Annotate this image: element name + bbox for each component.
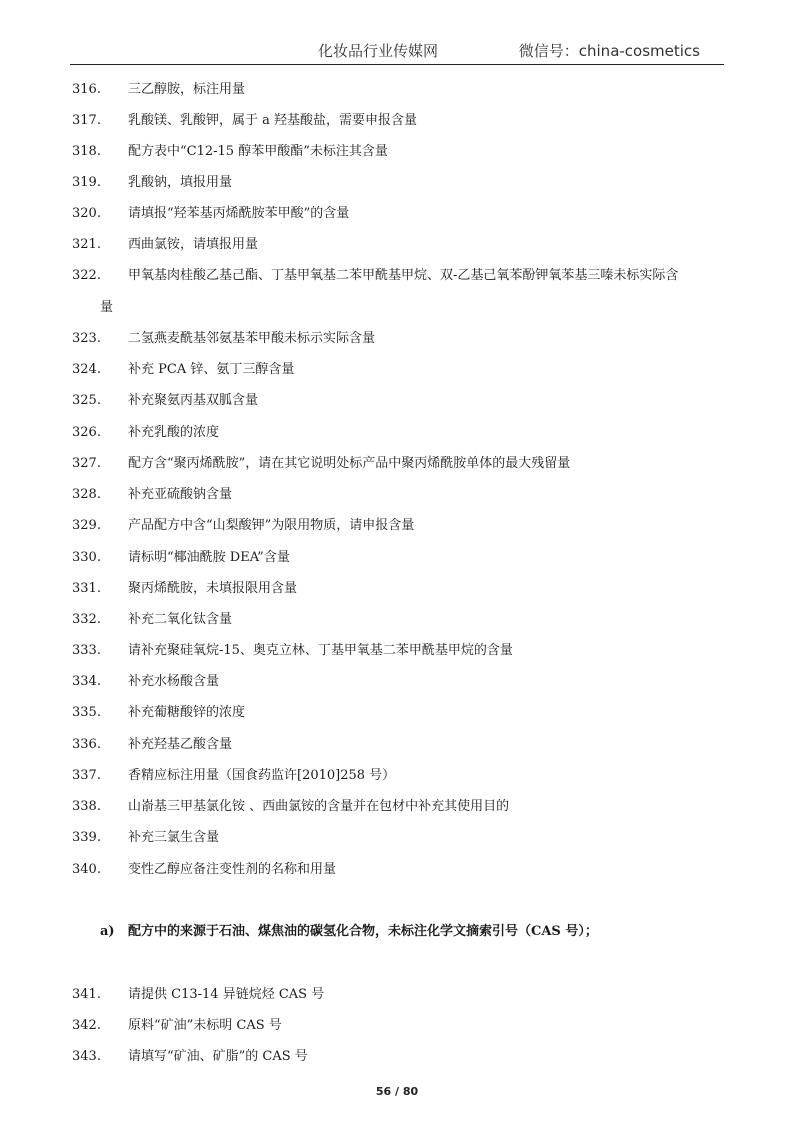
item-number: 333.: [72, 643, 101, 658]
item-text: 三乙醇胺，标注用量: [128, 82, 246, 97]
item-text: 原料“矿油”未标明 CAS 号: [128, 1018, 282, 1033]
item-text: 补充亚硫酸钠含量: [128, 487, 233, 502]
item-number: 328.: [72, 487, 101, 502]
item-number: 317.: [72, 113, 101, 128]
header-site-name: 化妆品行业传媒网: [318, 42, 439, 60]
item-text: 补充聚氨丙基双胍含量: [128, 393, 259, 408]
item-number: 331.: [72, 581, 101, 596]
item-text: 补充羟基乙酸含量: [128, 737, 233, 752]
page-header: [70, 40, 724, 65]
item-number: 322.: [72, 268, 101, 283]
item-text: 请填写“矿油、矿脂”的 CAS 号: [128, 1049, 308, 1064]
item-number: 343.: [72, 1049, 101, 1064]
item-text: 西曲氯铵，请填报用量: [128, 237, 259, 252]
item-text: 请标明“椰油酰胺 DEA”含量: [128, 550, 290, 565]
item-number: 336.: [72, 737, 101, 752]
item-text: 甲氧基肉桂酸乙基己酯、丁基甲氧基二苯甲酰基甲烷、双-乙基己氧苯酚钾氧苯基三嗪未标实际含: [128, 268, 679, 283]
item-text: 山嵛基三甲基氯化铵 、西曲氯铵的含量并在包材中补充其使用目的: [128, 799, 510, 814]
item-number: 332.: [72, 612, 101, 627]
item-text: 补充三氯生含量: [128, 830, 220, 845]
item-number: 327.: [72, 456, 101, 471]
item-text: 变性乙醇应备注变性剂的名称和用量: [128, 862, 337, 877]
item-text: 产品配方中含“山梨酸钾”为限用物质，请申报含量: [128, 518, 415, 533]
item-number: 323.: [72, 331, 101, 346]
page-number: 56 / 80: [375, 1085, 419, 1098]
item-number: 335.: [72, 705, 101, 720]
item-text: 二氢燕麦酰基邻氨基苯甲酸未标示实际含量: [128, 331, 376, 346]
item-number: 339.: [72, 830, 101, 845]
item-number: 320.: [72, 206, 101, 221]
item-text: 请补充聚硅氧烷-15、奥克立林、丁基甲氧基二苯甲酰基甲烷的含量: [128, 643, 513, 658]
item-number: 318.: [72, 144, 101, 159]
item-number: 325.: [72, 393, 101, 408]
item-number: 329.: [72, 518, 101, 533]
item-number: 316.: [72, 82, 101, 97]
item-number: 324.: [72, 362, 101, 377]
item-text: 补充乳酸的浓度: [128, 425, 220, 440]
item-text-continuation: 量: [100, 300, 114, 315]
item-text: 乳酸钠，填报用量: [128, 175, 233, 190]
item-text: 请提供 C13-14 异链烷烃 CAS 号: [128, 987, 325, 1002]
item-number: 341.: [72, 987, 101, 1002]
item-text: 香精应标注用量（国食药监许[2010]258 号）: [128, 768, 396, 783]
item-number: 330.: [72, 550, 101, 565]
section-label: a): [100, 924, 115, 939]
item-number: 340.: [72, 862, 101, 877]
item-number: 337.: [72, 768, 101, 783]
section-title: 配方中的来源于石油、煤焦油的碳氢化合物，未标注化学文摘索引号（CAS 号）；: [128, 924, 598, 939]
list-item-continuation: [100, 292, 760, 323]
item-text: 补充 PCA 锌、氨丁三醇含量: [128, 362, 295, 377]
header-wechat-id: 微信号：china-cosmetics: [518, 42, 700, 60]
item-number: 334.: [72, 674, 101, 689]
item-text: 补充葡糖酸锌的浓度: [128, 705, 246, 720]
item-text: 聚丙烯酰胺，未填报限用含量: [128, 581, 298, 596]
item-text: 配方表中“C12-15 醇苯甲酸酯”未标注其含量: [128, 144, 388, 159]
item-number: 319.: [72, 175, 101, 190]
item-text: 补充水杨酸含量: [128, 674, 220, 689]
item-text: 乳酸镁、乳酸钾，属于 a 羟基酸盐，需要申报含量: [128, 113, 418, 128]
item-number: 326.: [72, 425, 101, 440]
item-text: 补充二氧化钛含量: [128, 612, 233, 627]
item-text: 配方含“聚丙烯酰胺”，请在其它说明处标产品中聚丙烯酰胺单体的最大残留量: [128, 456, 571, 471]
item-number: 321.: [72, 237, 101, 252]
item-number: 338.: [72, 799, 101, 814]
item-number: 342.: [72, 1018, 101, 1033]
item-text: 请填报“羟苯基丙烯酰胺苯甲酸”的含量: [128, 206, 350, 221]
